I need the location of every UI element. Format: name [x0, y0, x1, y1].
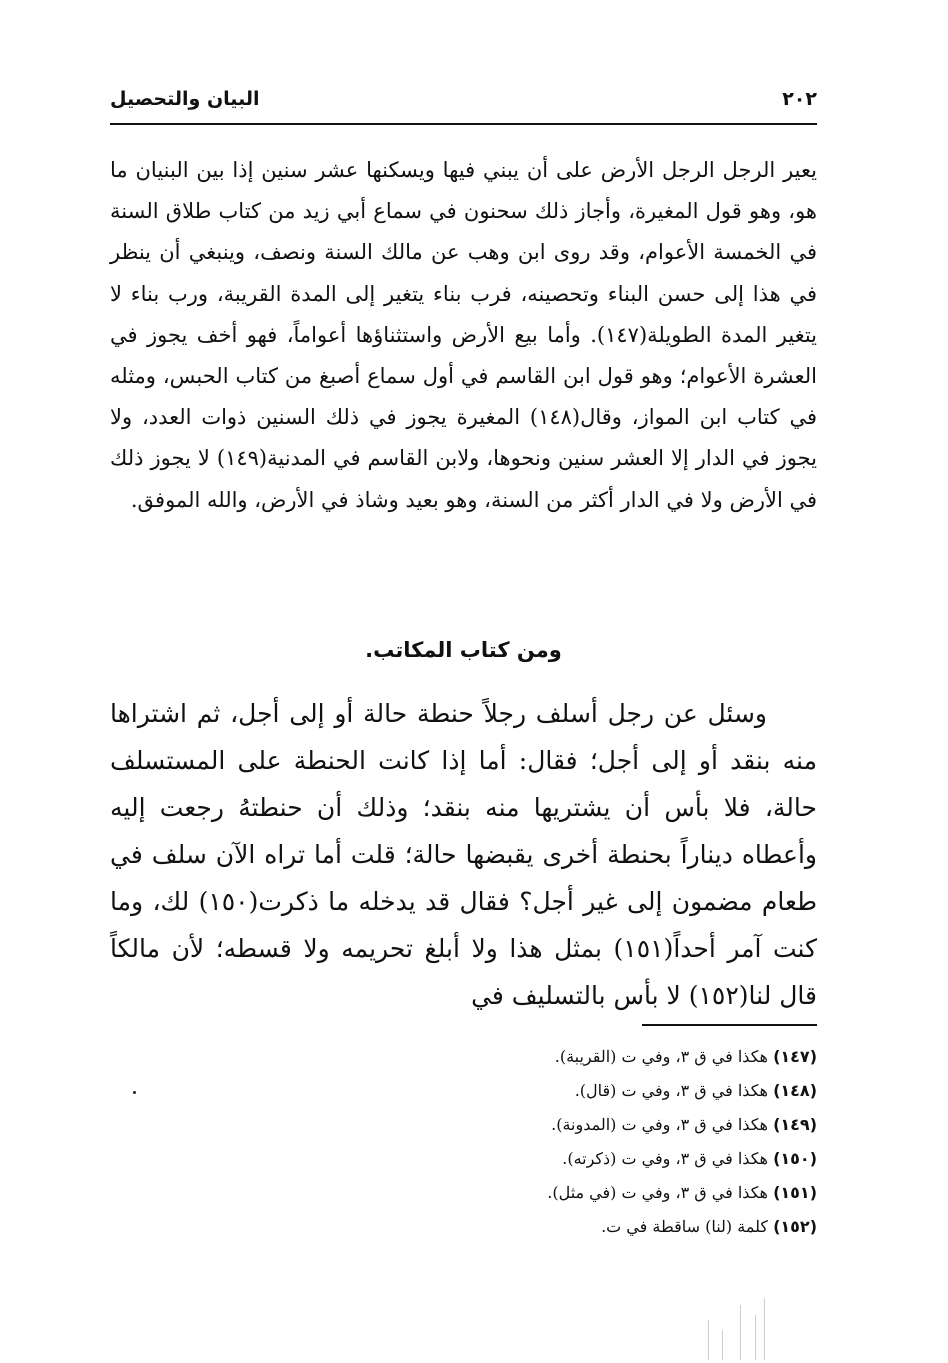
footnotes — [380, 1040, 817, 1244]
footnote-number: (١٥٠) — [773, 1149, 817, 1168]
scan-artifact — [700, 1290, 780, 1360]
body-paragraph-2: وسئل عن رجل أسلف رجلاً حنطة حالة أو إلى أجل، ثم اشتراها منه بنقد أو إلى أجل؛ فقال: أما إذا كانت الحنطة على المستسلف حالة، فلا بأس أن يشتريها منه بنقد؛ وذلك أن حنطتهُ رجعت إليه وأعطاه ديناراً بحنطة أخرى يقبضها حالة؛ قلت أما تراه الآن سلف في طعام مضمون إلى غير أجل؟ فقال قد يدخله ما ذكرت(١٥٠) لك، وما كنت آمر أحداً(١٥١) بمثل هذا ولا أبلغ تحريمه ولا قسطه؛ لأن مالكاً قال لنا(١٥٢) لا بأس بالتسليف في — [110, 699, 817, 1010]
footnote — [380, 1040, 817, 1074]
footnote-number: (١٥٢) — [773, 1217, 817, 1236]
footnote-number: (١٥١) — [773, 1183, 817, 1202]
running-title: البيان والتحصيل — [110, 88, 260, 110]
footnote — [380, 1108, 817, 1142]
scan-speck — [133, 1091, 136, 1094]
footnote-text: هكذا في ق ٣، وفي ت (القريبة). — [554, 1047, 768, 1066]
page-header — [110, 88, 817, 122]
footnote-text: هكذا في ق ٣، وفي ت (ذكرته). — [562, 1149, 768, 1168]
footnote-number: (١٤٨) — [773, 1081, 817, 1100]
footnote-text: هكذا في ق ٣، وفي ت (قال). — [574, 1081, 768, 1100]
footnote-text: هكذا في ق ٣، وفي ت (في مثل). — [547, 1183, 768, 1202]
footnote — [380, 1142, 817, 1176]
section-heading: ومن كتاب المكاتب. — [365, 638, 562, 662]
footnote — [380, 1176, 817, 1210]
footnote — [380, 1210, 817, 1244]
footnote-number: (١٤٩) — [773, 1115, 817, 1134]
body-paragraph-1: يعير الرجل الرجل الأرض على أن يبني فيها ويسكنها عشر سنين إذا بين البنيان ما هو، وهو قول المغيرة، وأجاز ذلك سحنون في سماع أبي زيد من كتاب طلاق السنة في الخمسة الأعوام، وقد روى ابن وهب عن مالك السنة ونصف، وينبغي أن ينظر في هذا إلى حسن البناء وتحصينه، فرب بناء يتغير إلى المدة القريبة، ورب بناء لا يتغير المدة الطويلة(١٤٧). وأما بيع الأرض واستثناؤها أعواماً، فهو أخف يجوز في العشرة الأعوام؛ وهو قول ابن القاسم في أول سماع أصبغ من كتاب الحبس، ومثله في كتاب ابن المواز، وقال(١٤٨) المغيرة يجوز في ذلك السنين ذوات العدد، ولا يجوز في الدار إلا العشر سنين ونحوها، ولابن القاسم في المدنية(١٤٩) لا يجوز ذلك في الأرض ولا في الدار أكثر من السنة، وهو بعيد وشاذ في الأرض، والله الموفق. — [110, 158, 818, 512]
header-rule — [110, 123, 817, 125]
footnote — [380, 1074, 817, 1108]
footnote-text: هكذا في ق ٣، وفي ت (المدونة). — [551, 1115, 768, 1134]
footnote-number: (١٤٧) — [773, 1047, 817, 1066]
footnote-rule — [642, 1024, 817, 1026]
footnote-text: كلمة (لنا) ساقطة في ت. — [601, 1217, 768, 1236]
page-number: ٢٠٢ — [782, 88, 817, 110]
